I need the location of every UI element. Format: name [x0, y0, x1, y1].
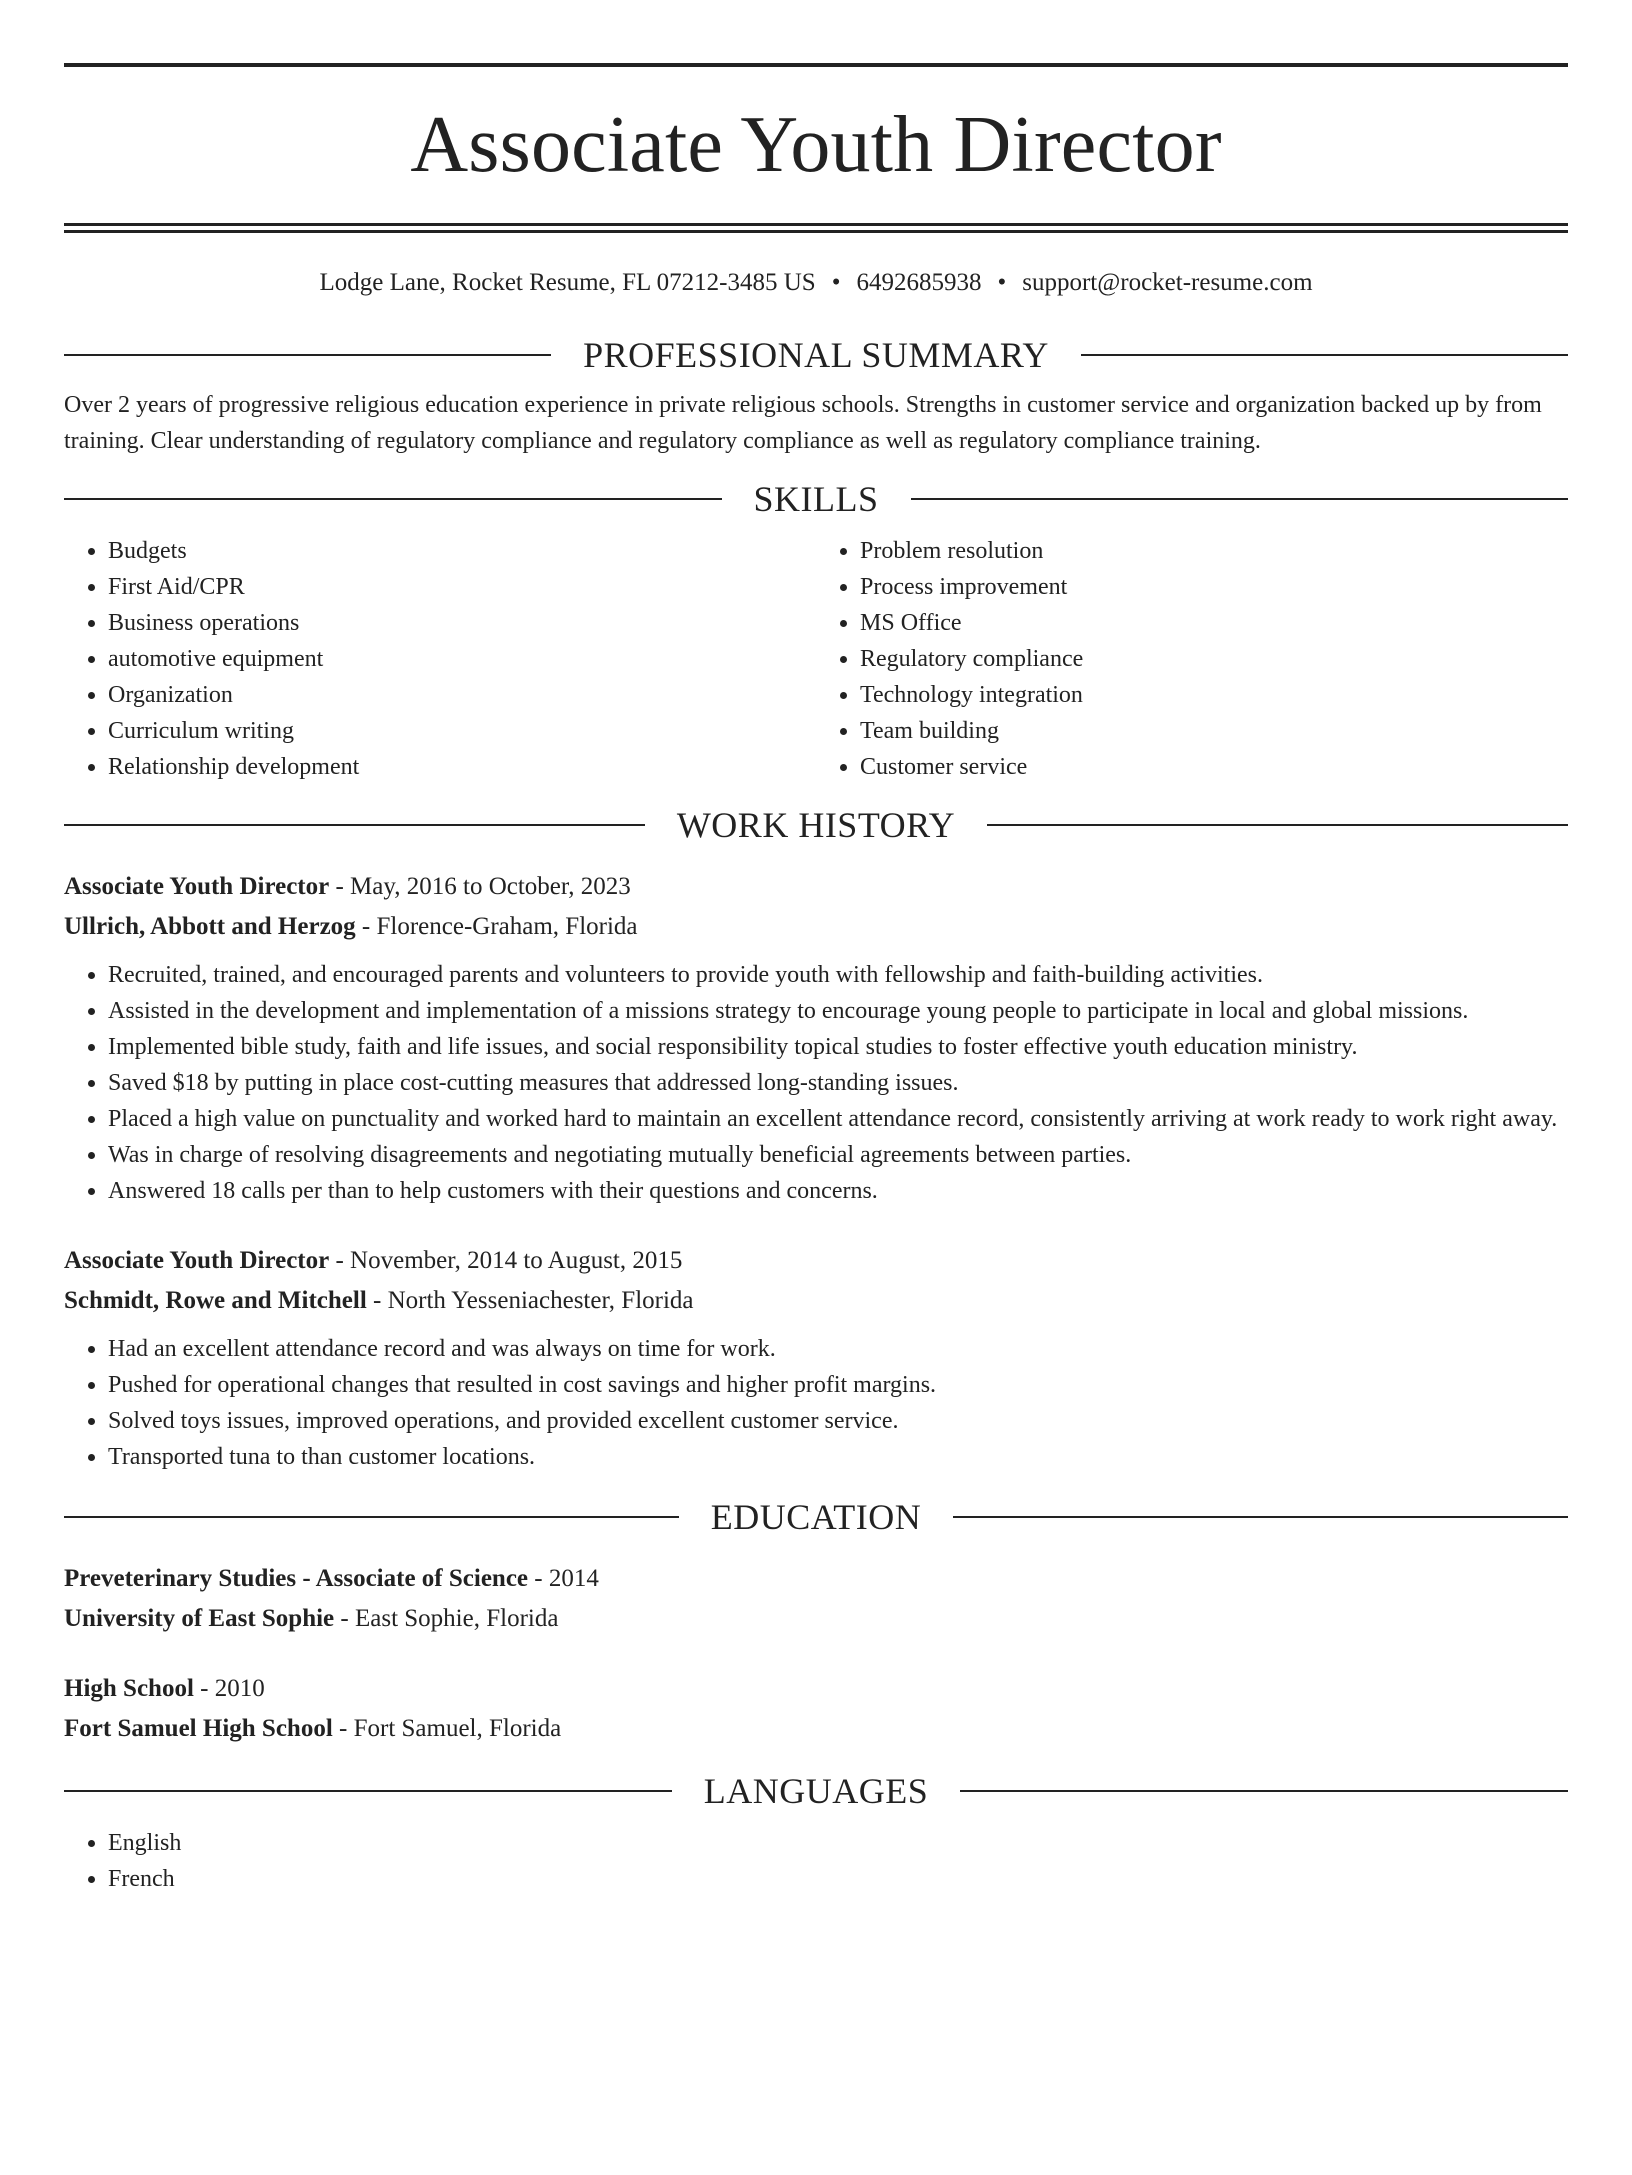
skills-column-left — [64, 533, 816, 785]
header-top-rule — [64, 63, 1568, 67]
section-title: WORK HISTORY — [676, 805, 956, 845]
job-entry — [64, 867, 1568, 1209]
section-title: EDUCATION — [710, 1497, 922, 1537]
skill-item: • Regulatory compliance — [860, 641, 1568, 677]
summary-section-heading — [64, 333, 1568, 377]
job-location: - North Yesseniachester, Florida — [366, 1287, 694, 1314]
education-degree-line — [64, 1669, 1568, 1709]
job-entry — [64, 1241, 1568, 1475]
job-bullet: • Saved $18 by putting in place cost-cutting measures that addressed long-standing issues. — [108, 1065, 1568, 1101]
skills-section-heading — [64, 477, 1568, 521]
job-bullet: • Answered 18 calls per than to help customers with their questions and concerns. — [108, 1173, 1568, 1209]
job-title: Associate Youth Director — [64, 1247, 330, 1274]
education-entry — [64, 1669, 1568, 1749]
contact-separator: • — [831, 269, 841, 296]
languages-list — [64, 1825, 1568, 1897]
skill-item: • Relationship development — [108, 749, 816, 785]
education-school: Fort Samuel High School — [64, 1715, 333, 1742]
job-dates: - November, 2014 to August, 2015 — [329, 1247, 683, 1274]
skill-item: • Process improvement — [860, 569, 1568, 605]
skill-item: • Technology integration — [860, 677, 1568, 713]
contact-line — [64, 267, 1568, 299]
skills-column-right — [816, 533, 1568, 785]
heading-rule-left — [64, 498, 722, 500]
skill-item: • Organization — [108, 677, 816, 713]
education-entry — [64, 1559, 1568, 1639]
skill-item: • Budgets — [108, 533, 816, 569]
contact-phone: 6492685938 — [856, 269, 982, 296]
skill-item: • Problem resolution — [860, 533, 1568, 569]
job-bullet: • Placed a high value on punctuality and worked hard to maintain an excellent attendance record, consistently arriving at work ready to work right away. — [108, 1101, 1568, 1137]
resume-page — [0, 63, 1632, 2175]
job-bullet: • Transported tuna to than customer locations. — [108, 1439, 1568, 1475]
job-title-line — [64, 1241, 1568, 1281]
heading-rule-right — [953, 1516, 1568, 1518]
job-bullet: • Solved toys issues, improved operations, and provided excellent customer service. — [108, 1403, 1568, 1439]
education-degree: High School — [64, 1675, 194, 1702]
work-section-heading — [64, 803, 1568, 847]
job-bullet: • Assisted in the development and implementation of a missions strategy to encourage young people to participate in local and global missions. — [108, 993, 1568, 1029]
education-section-heading — [64, 1495, 1568, 1539]
job-bullet: • Pushed for operational changes that resulted in cost savings and higher profit margins. — [108, 1367, 1568, 1403]
heading-rule-right — [960, 1790, 1568, 1792]
job-bullets — [64, 1331, 1568, 1475]
contact-email: support@rocket-resume.com — [1022, 269, 1313, 296]
skill-item: • Business operations — [108, 605, 816, 641]
contact-separator: • — [997, 269, 1007, 296]
job-company-line — [64, 907, 1568, 947]
contact-address: Lodge Lane, Rocket Resume, FL 07212-3485 US — [319, 269, 816, 296]
heading-rule-right — [1081, 354, 1568, 356]
education-year: - 2010 — [193, 1675, 265, 1702]
education-location: - Fort Samuel, Florida — [332, 1715, 562, 1742]
header-double-rule — [64, 223, 1568, 233]
job-bullets — [64, 957, 1568, 1209]
skill-item: • Customer service — [860, 749, 1568, 785]
job-company-line — [64, 1281, 1568, 1321]
summary-text: Over 2 years of progressive religious education experience in private religious schools. Strengths in customer service and organization backed up by from training. Clear understanding of regulatory compliance and regulatory compliance as well as regulatory compliance training. — [64, 392, 1542, 454]
job-location: - Florence-Graham, Florida — [355, 913, 638, 940]
heading-rule-left — [64, 354, 551, 356]
language-item: • French — [108, 1861, 1568, 1897]
education-school: University of East Sophie — [64, 1605, 335, 1632]
job-bullet: • Recruited, trained, and encouraged parents and volunteers to provide youth with fellowship and faith-building activities. — [108, 957, 1568, 993]
education-school-line — [64, 1599, 1568, 1639]
education-degree-line — [64, 1559, 1568, 1599]
job-title-line — [64, 867, 1568, 907]
job-company: Ullrich, Abbott and Herzog — [64, 913, 356, 940]
heading-rule-right — [911, 498, 1569, 500]
education-degree: Preveterinary Studies - Associate of Science — [64, 1565, 529, 1592]
section-title: SKILLS — [753, 479, 879, 519]
education-school-line — [64, 1709, 1568, 1749]
skill-item: • Curriculum writing — [108, 713, 816, 749]
job-bullet: • Had an excellent attendance record and was always on time for work. — [108, 1331, 1568, 1367]
heading-rule-right — [987, 824, 1568, 826]
section-title: LANGUAGES — [703, 1771, 929, 1811]
job-dates: - May, 2016 to October, 2023 — [329, 873, 631, 900]
skill-item: • First Aid/CPR — [108, 569, 816, 605]
candidate-name: Associate Youth Director — [410, 101, 1222, 189]
job-title: Associate Youth Director — [64, 873, 330, 900]
heading-rule-left — [64, 824, 645, 826]
section-title: PROFESSIONAL SUMMARY — [583, 335, 1049, 375]
skills-list — [64, 533, 1568, 785]
job-bullet: • Was in charge of resolving disagreements and negotiating mutually beneficial agreements between parties. — [108, 1137, 1568, 1173]
languages-section-heading — [64, 1769, 1568, 1813]
education-location: - East Sophie, Florida — [334, 1605, 559, 1632]
education-year: - 2014 — [528, 1565, 599, 1592]
skill-item: • automotive equipment — [108, 641, 816, 677]
skill-item: • MS Office — [860, 605, 1568, 641]
job-company: Schmidt, Rowe and Mitchell — [64, 1287, 367, 1314]
skill-item: • Team building — [860, 713, 1568, 749]
job-bullet: • Implemented bible study, faith and life issues, and social responsibility topical studies to foster effective youth education ministry. — [108, 1029, 1568, 1065]
heading-rule-left — [64, 1516, 679, 1518]
language-item: • English — [108, 1825, 1568, 1861]
heading-rule-left — [64, 1790, 672, 1792]
